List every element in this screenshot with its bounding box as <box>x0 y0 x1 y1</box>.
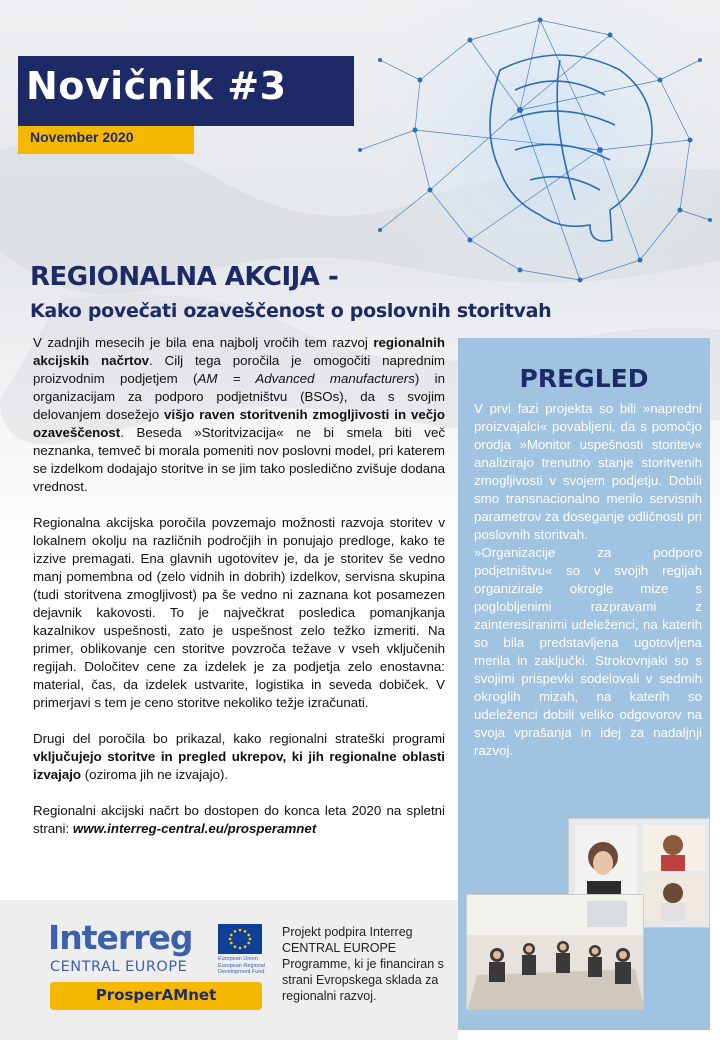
text-run: . Cilj tega poročila je omogočiti naprednim proizvodnim podjetjem ( <box>33 353 445 386</box>
paragraph-3 <box>33 730 445 784</box>
text-run: Drugi del poročila bo prikazal, kako regionalni strateški programi <box>33 731 445 746</box>
sidebar-body <box>474 400 702 760</box>
round-table-photo <box>466 894 644 1010</box>
paragraph-4 <box>33 802 445 838</box>
newsletter-title: Novičnik #3 <box>26 64 287 108</box>
paragraph-2: Regionalna akcijska poročila povzemajo možnosti razvoja storitev v lokalnem okolju na različnih področjih in ponujajo predloge, kako te izzive premagati. Ena glavnih ugotovitev je, da je storitev še vedno manj pomembna od (zelo vidnih in dobrih) izdelkov, servisna skupina (tudi storitvena zmogljivost) pa še vedno ni zaznana kot posamezen dejavnik kakovosti. To je največkrat posledica pomanjkanja kazalnikov uspešnosti, zato je uspešnost zelo težko izmeriti. Na primer, oblikovanje cen storitve povzroča težave v vseh vključenih regijah. Določitev cene za izdelek je za podjetja zelo enostavna: material, čas, da izdelek ustvarite, logistika in seveda dobiček. V primerjavi s tem je ceno storitve nekoliko težje izračunati. <box>33 515 445 710</box>
text-run: Regionalni akcijski načrt bo dostopen do konca leta 2020 na spletni strani: <box>33 803 445 836</box>
eu-caption: European Union European Regional Development Fund <box>218 956 266 975</box>
text-run: V zadnjih mesecih je bila ena najbolj vročih tem razvoj <box>33 335 374 350</box>
text-run: . Beseda »Storitvizacija« ne bi smela biti več neznanka, temveč bi morala pomeniti nov poslovni model, pri katerem se izdelkom dodajajo storitve in se jim tako posledično zvišuje dodana vrednost. <box>33 425 445 494</box>
bold-text: višjo raven storitvenih zmogljivosti in večjo ozaveščenost <box>33 407 445 440</box>
sidebar-paragraph-2: »Organizacije za podporo podjetništvu« so v svojih regijah organizirale okrogle mize s poglobljenimi razpravami z zainteresiranimi udeleženci, na katerih so bila predstavljena ugotovljena merila in zaključki. Strokovnjaki so s svojimi prispevki sodelovali v sedmih okroglih mizah, na katerih so udeleženci dobili veliko odgovorov na svoja vprašanja in idej za nadaljnji razvoj. <box>474 545 702 758</box>
italic-text: AM = Advanced manufacturers <box>197 371 415 386</box>
eu-flag-icon <box>218 924 262 954</box>
issue-date: November 2020 <box>30 129 134 145</box>
paragraph-1 <box>33 334 445 496</box>
round-table-image <box>467 895 644 1010</box>
bold-text: vključujejo storitve in pregled ukrepov, ki jih regionalne oblasti izvajajo <box>33 749 445 782</box>
article-body <box>33 334 445 856</box>
sidebar-title: PREGLED <box>519 364 649 393</box>
eu-stars-icon <box>218 924 262 954</box>
funding-statement: Projekt podpira Interreg CENTRAL EUROPE Programme, ki je financiran s strani Evropskega sklada za regionalni razvoj. <box>282 925 444 1003</box>
sidebar-paragraph-1: V prvi fazi projekta so bili »napredni proizvajalci« povabljeni, da s pomočjo orodja »Monitor uspešnosti storitev« analizirajo trenutno stanje storitvenih zmogljivosti v svojem podjetju. Dobili smo transnacionalno merilo servisnih parametrov za doseganje odličnosti pri poslovnih storitvah. <box>474 401 702 542</box>
interreg-logo-region: CENTRAL EUROPE <box>50 959 188 975</box>
article-headline: REGIONALNA AKCIJA - <box>30 262 339 292</box>
project-label: ProsperAMnet <box>95 986 217 1004</box>
text-run: (oziroma jih ne izvajajo). <box>81 767 229 782</box>
website-link[interactable]: www.interreg-central.eu/prosperamnet <box>72 821 317 836</box>
text-run: ) in organizacijam za podporo podjetništvu (BSOs), da s svojim delovanjem dosežejo <box>33 371 445 422</box>
bold-text: regionalnih akcijskih načrtov <box>33 335 445 368</box>
interreg-logo-word: Interreg <box>48 918 193 957</box>
article-subheadline: Kako povečati ozaveščenost o poslovnih storitvah <box>30 300 552 322</box>
